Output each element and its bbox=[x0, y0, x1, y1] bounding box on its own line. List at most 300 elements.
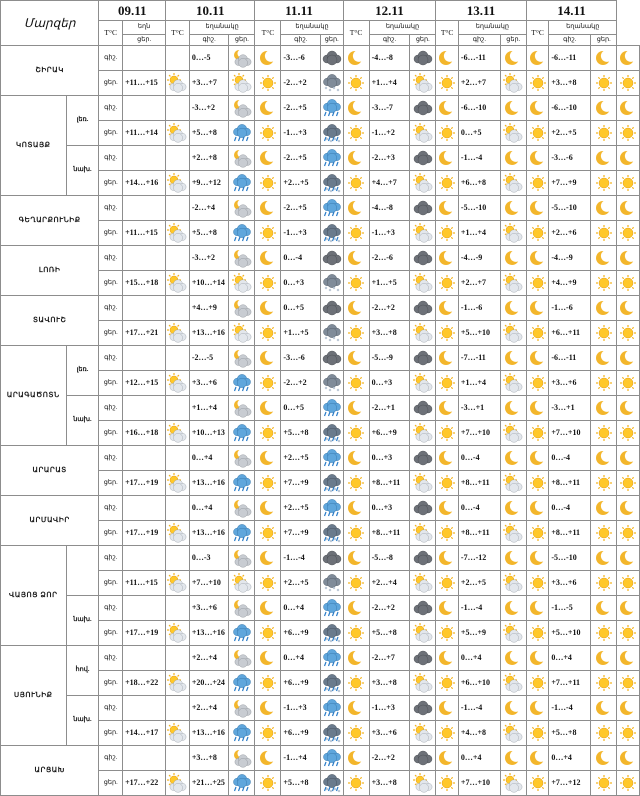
moon-cloud-icon bbox=[229, 346, 255, 371]
sun-cloud-icon bbox=[500, 521, 526, 546]
temperature-cell: +5…+8 bbox=[281, 421, 321, 446]
temperature-cell: +20…+24 bbox=[189, 671, 229, 696]
snow-rain-icon bbox=[320, 771, 343, 796]
temperature-cell: -2…+7 bbox=[369, 646, 410, 671]
temperature-cell: -4…-9 bbox=[458, 246, 500, 271]
sun-icon bbox=[526, 271, 549, 296]
day-subheader: ցեր. bbox=[500, 35, 526, 46]
rain-icon bbox=[320, 496, 343, 521]
moon-icon bbox=[255, 296, 281, 321]
temperature-cell: +4…+9 bbox=[549, 271, 591, 296]
sun-cloud-icon bbox=[166, 121, 190, 146]
temperature-cell: +2…+5 bbox=[281, 171, 321, 196]
temperature-cell: -7…-11 bbox=[458, 346, 500, 371]
sun-icon bbox=[343, 321, 369, 346]
rain-icon bbox=[320, 396, 343, 421]
temperature-cell: +8…+11 bbox=[369, 521, 410, 546]
sun-cloud-icon bbox=[500, 471, 526, 496]
period-label: ցեր. bbox=[99, 171, 123, 196]
temperature-cell: +11…+15 bbox=[123, 71, 166, 96]
moon-icon bbox=[617, 446, 640, 471]
sun-icon bbox=[526, 471, 549, 496]
sun-icon bbox=[591, 621, 617, 646]
temperature-cell: -3…+2 bbox=[189, 246, 229, 271]
temperature-cell: 0…+4 bbox=[458, 646, 500, 671]
temperature-cell: +17…+21 bbox=[123, 321, 166, 346]
sun-icon bbox=[343, 721, 369, 746]
date-header: 12.11 bbox=[343, 1, 436, 21]
temperature-cell: +2…+6 bbox=[549, 221, 591, 246]
sun-icon bbox=[436, 621, 459, 646]
temperature-cell: -3…-6 bbox=[281, 346, 321, 371]
temperature-cell: +1…+4 bbox=[189, 396, 229, 421]
moon-icon bbox=[617, 646, 640, 671]
date-header: 09.11 bbox=[99, 1, 166, 21]
dark-cloud-icon bbox=[410, 46, 436, 71]
moon-icon bbox=[255, 246, 281, 271]
temperature-cell: +2…+5 bbox=[549, 121, 591, 146]
sun-icon bbox=[436, 421, 459, 446]
temperature-cell: -2…+5 bbox=[281, 146, 321, 171]
rain-icon bbox=[320, 746, 343, 771]
period-label: գիշ. bbox=[99, 146, 123, 171]
snow-rain-icon bbox=[320, 621, 343, 646]
temperature-cell: +3…+8 bbox=[189, 746, 229, 771]
temperature-cell: 0…-4 bbox=[549, 496, 591, 521]
subregion-label: հով. bbox=[66, 646, 99, 696]
moon-cloud-icon bbox=[229, 496, 255, 521]
sun-cloud-icon bbox=[166, 421, 190, 446]
moon-icon bbox=[343, 746, 369, 771]
temperature-cell: -1…-5 bbox=[549, 596, 591, 621]
moon-icon bbox=[343, 446, 369, 471]
period-label: գիշ. bbox=[99, 646, 123, 671]
sun-icon bbox=[617, 271, 640, 296]
moon-icon bbox=[500, 596, 526, 621]
moon-icon bbox=[617, 546, 640, 571]
moon-icon bbox=[436, 446, 459, 471]
moon-icon bbox=[255, 346, 281, 371]
snow-icon bbox=[320, 371, 343, 396]
sun-icon bbox=[617, 671, 640, 696]
moon-icon bbox=[255, 496, 281, 521]
moon-icon bbox=[526, 296, 549, 321]
temperature-cell bbox=[123, 146, 166, 171]
temperature-cell bbox=[123, 596, 166, 621]
rain-icon bbox=[229, 771, 255, 796]
period-label: ցեր. bbox=[99, 571, 123, 596]
sun-icon bbox=[255, 221, 281, 246]
temperature-cell: -6…-11 bbox=[458, 46, 500, 71]
moon-icon bbox=[591, 646, 617, 671]
moon-icon bbox=[500, 546, 526, 571]
weather-column-label: եղանակը bbox=[549, 21, 617, 35]
sun-icon bbox=[617, 221, 640, 246]
weather-icon bbox=[166, 96, 190, 121]
temperature-cell: +6…+9 bbox=[281, 721, 321, 746]
moon-icon bbox=[500, 246, 526, 271]
moon-icon bbox=[255, 46, 281, 71]
dark-cloud-icon bbox=[320, 296, 343, 321]
sun-icon bbox=[255, 621, 281, 646]
sun-icon bbox=[436, 471, 459, 496]
sun-icon bbox=[255, 521, 281, 546]
temperature-cell: -2…+4 bbox=[189, 196, 229, 221]
period-label: ցեր. bbox=[99, 71, 123, 96]
temperature-cell: -1…+3 bbox=[369, 221, 410, 246]
period-label: գիշ. bbox=[99, 396, 123, 421]
snow-rain-icon bbox=[320, 221, 343, 246]
moon-icon bbox=[617, 496, 640, 521]
temperature-cell: +2…+5 bbox=[281, 496, 321, 521]
rain-icon bbox=[320, 696, 343, 721]
moon-icon bbox=[526, 596, 549, 621]
temperature-cell: 0…+3 bbox=[369, 496, 410, 521]
rain-icon bbox=[229, 171, 255, 196]
period-label: գիշ. bbox=[99, 96, 123, 121]
temperature-cell: -1…+2 bbox=[369, 121, 410, 146]
moon-icon bbox=[255, 96, 281, 121]
sun-icon bbox=[255, 71, 281, 96]
moon-icon bbox=[591, 396, 617, 421]
sun-icon bbox=[526, 171, 549, 196]
temperature-cell: +5…+9 bbox=[458, 621, 500, 646]
temperature-cell: +17…+22 bbox=[123, 771, 166, 796]
sun-cloud-icon bbox=[500, 571, 526, 596]
moon-icon bbox=[500, 296, 526, 321]
dark-cloud-icon bbox=[410, 646, 436, 671]
temperature-cell: 0…-4 bbox=[458, 496, 500, 521]
dark-cloud-icon bbox=[410, 346, 436, 371]
table-row bbox=[1, 646, 640, 671]
temperature-cell: 0…+3 bbox=[281, 271, 321, 296]
day-subheader: ցեր. bbox=[591, 35, 617, 46]
night-subheader: գիշ. bbox=[458, 35, 500, 46]
sun-icon bbox=[617, 371, 640, 396]
temperature-cell: +3…+8 bbox=[369, 771, 410, 796]
temperature-cell: -2…+2 bbox=[281, 371, 321, 396]
moon-icon bbox=[343, 646, 369, 671]
temperature-cell: +2…+8 bbox=[189, 146, 229, 171]
temperature-cell: +5…+8 bbox=[189, 221, 229, 246]
table-row bbox=[1, 596, 640, 621]
temperature-cell: +2…+5 bbox=[458, 571, 500, 596]
temperature-cell: +17…+19 bbox=[123, 621, 166, 646]
sun-icon bbox=[526, 371, 549, 396]
sun-icon bbox=[591, 471, 617, 496]
temperature-cell: -6…-11 bbox=[549, 46, 591, 71]
moon-icon bbox=[255, 646, 281, 671]
temperature-cell: +8…+11 bbox=[458, 471, 500, 496]
temperature-cell: -1…+3 bbox=[369, 696, 410, 721]
temperature-cell: -5…-9 bbox=[369, 346, 410, 371]
sun-icon bbox=[591, 421, 617, 446]
period-label: գիշ. bbox=[99, 746, 123, 771]
sun-icon bbox=[591, 371, 617, 396]
moon-icon bbox=[526, 146, 549, 171]
temperature-cell: 0…+4 bbox=[458, 746, 500, 771]
temperature-cell: 0…+4 bbox=[549, 746, 591, 771]
region-name: ԱՐԱԳԱԾՈՏՆ bbox=[1, 346, 67, 446]
sun-cloud-icon bbox=[410, 121, 436, 146]
moon-cloud-icon bbox=[229, 196, 255, 221]
temperature-cell: -2…+1 bbox=[369, 396, 410, 421]
night-subheader: գիշ. bbox=[369, 35, 410, 46]
sun-icon bbox=[343, 171, 369, 196]
moon-icon bbox=[500, 646, 526, 671]
temperature-cell: +2…+4 bbox=[189, 696, 229, 721]
sun-icon bbox=[526, 671, 549, 696]
temp-column-label: T°C bbox=[436, 21, 459, 46]
moon-cloud-icon bbox=[229, 96, 255, 121]
sun-icon bbox=[591, 521, 617, 546]
temperature-cell: -1…+3 bbox=[281, 121, 321, 146]
sun-cloud-icon bbox=[500, 621, 526, 646]
temperature-cell: -5…-8 bbox=[369, 546, 410, 571]
weather-icon bbox=[166, 746, 190, 771]
sun-icon bbox=[343, 371, 369, 396]
temperature-cell: +6…+9 bbox=[281, 621, 321, 646]
temperature-cell: -1…-4 bbox=[458, 146, 500, 171]
weather-icon bbox=[166, 446, 190, 471]
sun-cloud-icon bbox=[410, 521, 436, 546]
corner-label: Մարզեր bbox=[1, 1, 99, 46]
sun-cloud-icon bbox=[166, 371, 190, 396]
moon-icon bbox=[591, 296, 617, 321]
temperature-cell bbox=[123, 546, 166, 571]
temperature-cell: +5…+8 bbox=[281, 771, 321, 796]
moon-icon bbox=[591, 596, 617, 621]
temp-column-label: T°C bbox=[166, 21, 190, 46]
temperature-cell: -6…-11 bbox=[549, 346, 591, 371]
temperature-cell: -2…+2 bbox=[369, 296, 410, 321]
sun-icon bbox=[436, 371, 459, 396]
moon-icon bbox=[343, 46, 369, 71]
moon-icon bbox=[436, 96, 459, 121]
sun-icon bbox=[617, 621, 640, 646]
moon-icon bbox=[436, 196, 459, 221]
rain-icon bbox=[229, 721, 255, 746]
temperature-cell: -2…+3 bbox=[369, 146, 410, 171]
moon-icon bbox=[343, 296, 369, 321]
table-row bbox=[1, 146, 640, 171]
sun-cloud-icon bbox=[166, 71, 190, 96]
date-header: 11.11 bbox=[255, 1, 343, 21]
temperature-cell: +2…+5 bbox=[281, 446, 321, 471]
sun-cloud-icon bbox=[410, 471, 436, 496]
temperature-cell: +6…+10 bbox=[458, 671, 500, 696]
temperature-cell: +7…+9 bbox=[281, 521, 321, 546]
table-row bbox=[1, 296, 640, 321]
sun-cloud-icon bbox=[410, 721, 436, 746]
sun-icon bbox=[255, 121, 281, 146]
table-row bbox=[1, 746, 640, 771]
dark-cloud-icon bbox=[410, 446, 436, 471]
temperature-cell: +4…+8 bbox=[458, 721, 500, 746]
rain-icon bbox=[320, 96, 343, 121]
temperature-cell: -5…-10 bbox=[458, 196, 500, 221]
moon-cloud-icon bbox=[229, 546, 255, 571]
temperature-cell bbox=[123, 96, 166, 121]
moon-icon bbox=[617, 396, 640, 421]
rain-icon bbox=[229, 471, 255, 496]
moon-icon bbox=[526, 746, 549, 771]
sun-icon bbox=[343, 271, 369, 296]
temperature-cell: -1…+3 bbox=[281, 221, 321, 246]
sun-cloud-icon bbox=[410, 371, 436, 396]
temperature-cell: -1…-4 bbox=[458, 596, 500, 621]
temp-column-label: T°C bbox=[255, 21, 281, 46]
temperature-cell: +4…+9 bbox=[189, 296, 229, 321]
temperature-cell: -6…-10 bbox=[458, 96, 500, 121]
sun-icon bbox=[343, 471, 369, 496]
weather-icon bbox=[166, 596, 190, 621]
temperature-cell: +3…+8 bbox=[369, 321, 410, 346]
region-name: ՇԻՐԱԿ bbox=[1, 46, 99, 96]
temperature-cell: -5…-10 bbox=[549, 546, 591, 571]
moon-icon bbox=[500, 46, 526, 71]
sun-icon bbox=[617, 421, 640, 446]
moon-icon bbox=[343, 396, 369, 421]
temperature-cell: -1…-4 bbox=[549, 696, 591, 721]
period-label: գիշ. bbox=[99, 546, 123, 571]
dark-cloud-icon bbox=[410, 396, 436, 421]
temperature-cell: 0…+4 bbox=[549, 646, 591, 671]
moon-icon bbox=[591, 246, 617, 271]
temperature-cell: +11…+14 bbox=[123, 121, 166, 146]
moon-icon bbox=[500, 446, 526, 471]
moon-icon bbox=[343, 346, 369, 371]
snow-rain-icon bbox=[320, 121, 343, 146]
snow-icon bbox=[320, 571, 343, 596]
sun-cloud-icon bbox=[166, 771, 190, 796]
sun-cloud-icon bbox=[166, 321, 190, 346]
moon-icon bbox=[591, 96, 617, 121]
temperature-cell: +7…+10 bbox=[549, 421, 591, 446]
period-label: ցեր. bbox=[99, 221, 123, 246]
temperature-cell: +8…+11 bbox=[369, 471, 410, 496]
sun-icon bbox=[255, 671, 281, 696]
moon-icon bbox=[617, 696, 640, 721]
sun-icon bbox=[591, 121, 617, 146]
temperature-cell bbox=[123, 346, 166, 371]
temperature-cell: +12…+15 bbox=[123, 371, 166, 396]
date-header: 10.11 bbox=[166, 1, 255, 21]
sun-cloud-icon bbox=[410, 321, 436, 346]
temperature-cell: +5…+8 bbox=[189, 121, 229, 146]
moon-icon bbox=[591, 496, 617, 521]
rain-icon bbox=[229, 521, 255, 546]
sun-cloud-icon bbox=[500, 71, 526, 96]
temperature-cell: +8…+11 bbox=[549, 471, 591, 496]
temperature-cell: +7…+10 bbox=[458, 421, 500, 446]
date-header: 14.11 bbox=[526, 1, 616, 21]
day-subheader: ցեր. bbox=[229, 35, 255, 46]
dark-cloud-icon bbox=[410, 96, 436, 121]
weather-icon bbox=[166, 396, 190, 421]
sun-cloud-icon bbox=[500, 771, 526, 796]
sun-icon bbox=[436, 321, 459, 346]
temperature-cell: -2…+5 bbox=[281, 96, 321, 121]
temperature-cell: +2…+4 bbox=[189, 646, 229, 671]
day-subheader: ցեր. bbox=[410, 35, 436, 46]
moon-icon bbox=[617, 146, 640, 171]
temperature-cell: -4…-8 bbox=[369, 196, 410, 221]
temperature-cell: 0…-4 bbox=[281, 246, 321, 271]
temperature-cell: +13…+16 bbox=[189, 621, 229, 646]
temperature-cell: +6…+11 bbox=[549, 321, 591, 346]
moon-cloud-icon bbox=[229, 696, 255, 721]
sun-icon bbox=[255, 171, 281, 196]
table-row bbox=[1, 396, 640, 421]
sun-cloud-icon bbox=[410, 421, 436, 446]
sun-icon bbox=[436, 571, 459, 596]
temperature-cell: +2…+7 bbox=[458, 71, 500, 96]
sun-cloud-icon bbox=[166, 471, 190, 496]
period-label: ցեր. bbox=[99, 771, 123, 796]
moon-icon bbox=[617, 296, 640, 321]
sun-icon bbox=[343, 571, 369, 596]
temperature-cell: +5…+8 bbox=[369, 621, 410, 646]
sun-icon bbox=[591, 571, 617, 596]
table-row bbox=[1, 46, 640, 71]
snow-rain-icon bbox=[320, 671, 343, 696]
moon-icon bbox=[500, 396, 526, 421]
period-label: գիշ. bbox=[99, 296, 123, 321]
moon-icon bbox=[500, 746, 526, 771]
sun-cloud-icon bbox=[410, 71, 436, 96]
sun-icon bbox=[343, 421, 369, 446]
moon-icon bbox=[436, 46, 459, 71]
sun-cloud-icon bbox=[166, 171, 190, 196]
snow-rain-icon bbox=[320, 471, 343, 496]
weather-column-label: եղն bbox=[123, 21, 166, 35]
rain-icon bbox=[320, 146, 343, 171]
sun-cloud-icon bbox=[410, 621, 436, 646]
subregion-label: նախ. bbox=[66, 146, 99, 196]
moon-icon bbox=[617, 96, 640, 121]
subregion-label: լեռ. bbox=[66, 346, 99, 396]
region-name: ԼՈՌԻ bbox=[1, 246, 99, 296]
moon-icon bbox=[255, 446, 281, 471]
period-label: գիշ. bbox=[99, 696, 123, 721]
table-row bbox=[1, 196, 640, 221]
period-label: գիշ. bbox=[99, 196, 123, 221]
dark-cloud-icon bbox=[410, 246, 436, 271]
region-name: ԱՐՑԱԽ bbox=[1, 746, 99, 796]
temperature-cell: 0…+3 bbox=[369, 371, 410, 396]
moon-icon bbox=[436, 396, 459, 421]
sun-cloud-icon bbox=[500, 221, 526, 246]
sun-icon bbox=[255, 371, 281, 396]
subregion-label: նախ. bbox=[66, 696, 99, 746]
sun-cloud-icon bbox=[166, 571, 190, 596]
rain-icon bbox=[320, 596, 343, 621]
temperature-cell: 0…+5 bbox=[281, 396, 321, 421]
moon-icon bbox=[343, 546, 369, 571]
moon-icon bbox=[526, 46, 549, 71]
region-name: ՏԱՎՈՒՇ bbox=[1, 296, 99, 346]
sun-cloud-icon bbox=[410, 221, 436, 246]
temperature-cell: +6…+9 bbox=[281, 671, 321, 696]
sun-cloud-icon bbox=[410, 271, 436, 296]
weather-icon bbox=[166, 146, 190, 171]
moon-icon bbox=[526, 546, 549, 571]
temperature-cell: +3…+6 bbox=[189, 371, 229, 396]
sun-icon bbox=[526, 121, 549, 146]
subregion-label bbox=[66, 546, 99, 596]
sun-icon bbox=[436, 221, 459, 246]
